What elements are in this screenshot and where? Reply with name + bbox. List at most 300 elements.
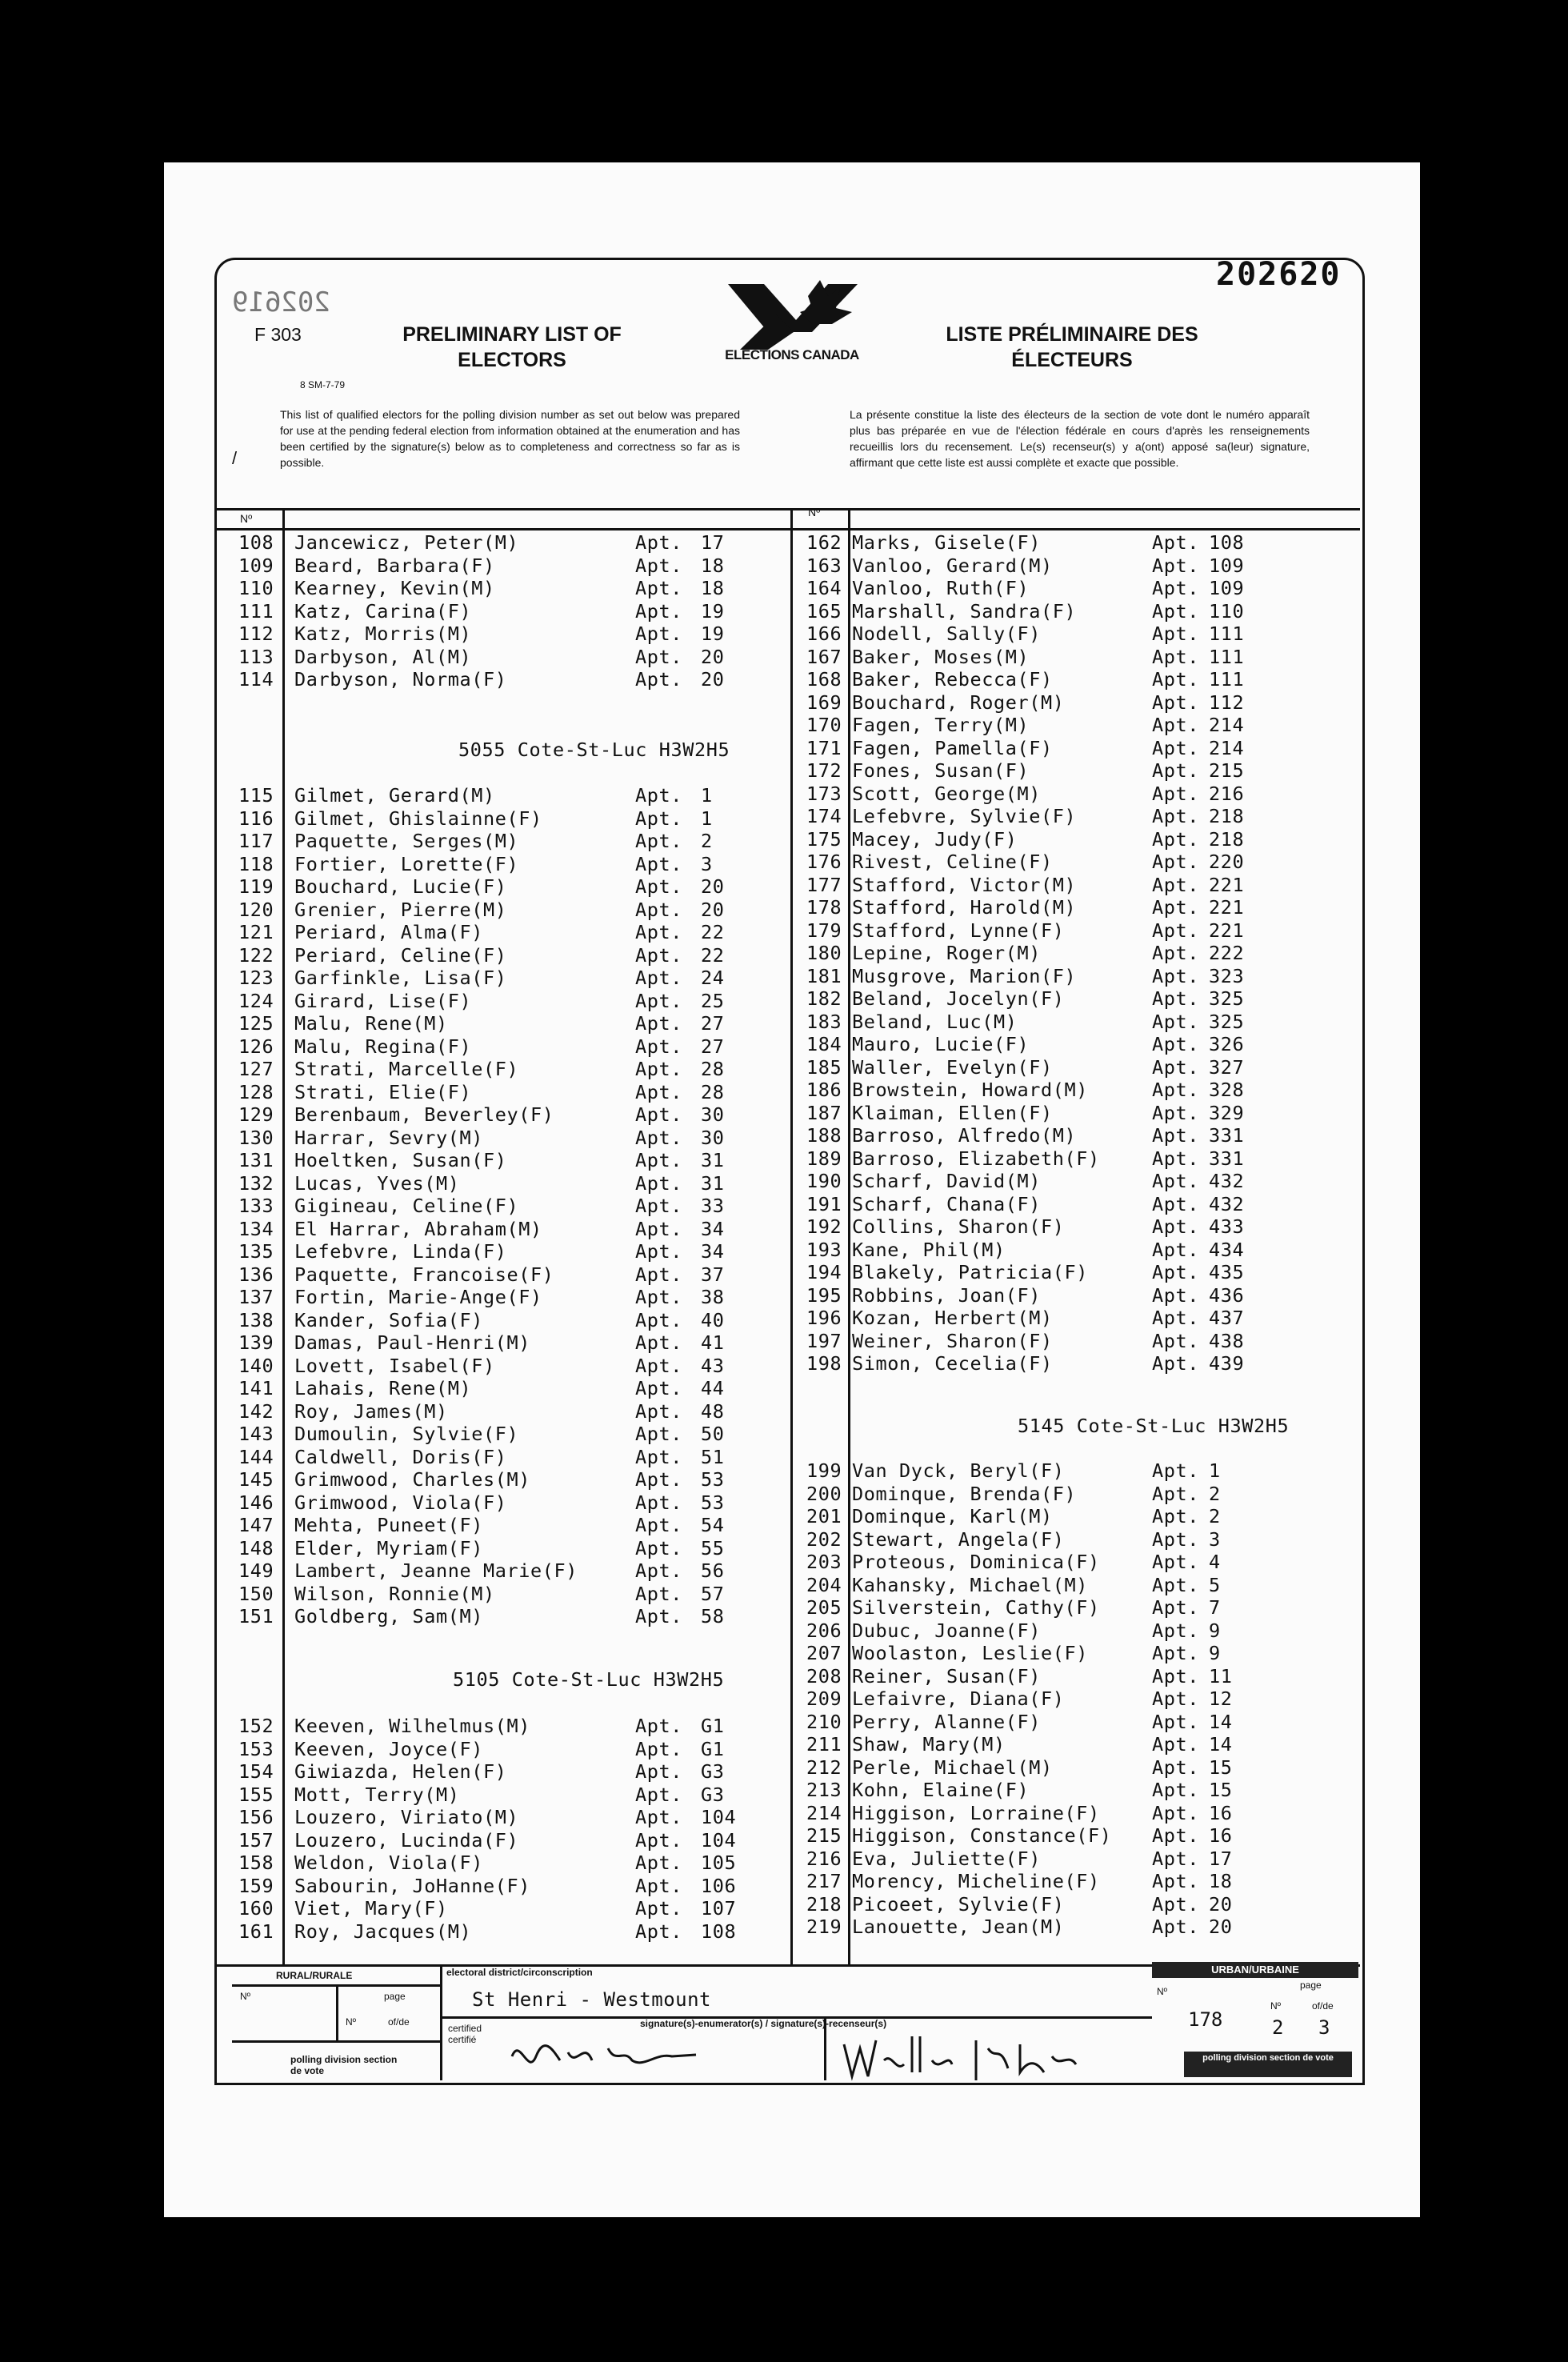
apartment-number: 221: [1209, 896, 1245, 919]
apartment-number: 48: [701, 1399, 725, 1423]
elector-name: Katz, Morris(M): [294, 623, 472, 645]
apartment-number: 7: [1209, 1596, 1221, 1619]
apartment-number: G1: [701, 1715, 725, 1737]
elector-number: 213: [806, 1779, 842, 1801]
urban-no-label: Nº: [1157, 1986, 1168, 1997]
elector-name: Stafford, Harold(M): [852, 896, 1077, 919]
apartment-label: Apt.: [635, 1286, 682, 1308]
elector-name: Paquette, Francoise(F): [294, 1263, 554, 1286]
apartment-number: 109: [1209, 577, 1245, 599]
apartment-number: 53: [701, 1491, 725, 1514]
elector-number: 173: [806, 782, 842, 805]
apartment-number: 216: [1209, 782, 1245, 805]
elector-number: 151: [238, 1605, 274, 1627]
urban-label: URBAN/URBAINE: [1152, 1962, 1358, 1978]
apartment-number: 435: [1209, 1261, 1245, 1283]
left-number-divider: [282, 508, 285, 1964]
elector-name: Mott, Terry(M): [294, 1783, 460, 1806]
apartment-number: 27: [701, 1035, 725, 1058]
elector-number: 159: [238, 1874, 274, 1897]
apartment-number: 41: [701, 1331, 725, 1354]
elector-name: Morency, Micheline(F): [852, 1870, 1100, 1892]
elector-name: Jancewicz, Peter(M): [294, 531, 519, 554]
elector-number: 141: [238, 1377, 274, 1399]
apartment-label: Apt.: [635, 623, 682, 645]
elector-number: 129: [238, 1103, 274, 1126]
apartment-number: 222: [1209, 942, 1245, 964]
apartment-number: 111: [1209, 645, 1245, 668]
apartment-label: Apt.: [635, 1605, 682, 1627]
apartment-label: Apt.: [1152, 531, 1199, 554]
elector-name: Damas, Paul-Henri(M): [294, 1331, 530, 1354]
apartment-number: 33: [701, 1195, 725, 1217]
apartment-number: 325: [1209, 1010, 1245, 1033]
apartment-number: 218: [1209, 805, 1245, 827]
elector-number: 135: [238, 1240, 274, 1263]
margin-mark: /: [232, 448, 238, 468]
apartment-label: Apt.: [1152, 1596, 1199, 1619]
elector-number: 180: [806, 942, 842, 964]
apartment-label: Apt.: [1152, 691, 1199, 714]
apartment-number: G1: [701, 1737, 725, 1760]
elector-name: Weiner, Sharon(F): [852, 1329, 1053, 1352]
apartment-label: Apt.: [635, 1217, 682, 1240]
elector-number: 183: [806, 1010, 842, 1033]
apartment-label: Apt.: [635, 554, 682, 577]
urban-polling-label: polling division section de vote: [1184, 2052, 1352, 2077]
urban-page-no-label: Nº: [1270, 2000, 1282, 2012]
elector-name: Lefebvre, Linda(F): [294, 1240, 507, 1263]
elector-name: Keeven, Joyce(F): [294, 1737, 483, 1760]
elector-name: Malu, Regina(F): [294, 1035, 472, 1058]
apartment-number: 58: [701, 1605, 725, 1627]
elector-number: 167: [806, 645, 842, 668]
elector-name: Caldwell, Doris(F): [294, 1445, 507, 1468]
elector-name: Blakely, Patricia(F): [852, 1261, 1088, 1283]
elector-number: 189: [806, 1147, 842, 1170]
apartment-label: Apt.: [1152, 1710, 1199, 1733]
apartment-label: Apt.: [1152, 1147, 1199, 1170]
apartment-label: Apt.: [1152, 1055, 1199, 1079]
apartment-label: Apt.: [1152, 599, 1199, 623]
apartment-label: Apt.: [635, 1354, 682, 1377]
apartment-label: Apt.: [1152, 805, 1199, 827]
elector-number: 199: [806, 1459, 842, 1482]
apartment-number: 43: [701, 1354, 725, 1377]
apartment-label: Apt.: [635, 1514, 682, 1536]
elector-number: 208: [806, 1664, 842, 1687]
apartment-number: 329: [1209, 1101, 1245, 1124]
apartment-number: 436: [1209, 1283, 1245, 1307]
rural-page-label: page: [384, 1991, 406, 2002]
apartment-number: 20: [1209, 1916, 1233, 1938]
x-maple-icon: [720, 276, 864, 356]
apartment-label: Apt.: [1152, 1755, 1199, 1779]
serial-number: 202620: [1216, 256, 1342, 293]
elector-name: Louzero, Viriato(M): [294, 1806, 519, 1828]
elector-name: Higgison, Lorraine(F): [852, 1801, 1100, 1824]
elector-number: 178: [806, 896, 842, 919]
elector-name: Lahais, Rene(M): [294, 1377, 472, 1399]
apartment-number: 221: [1209, 873, 1245, 896]
elector-number: 114: [238, 668, 274, 691]
apartment-number: 15: [1209, 1779, 1233, 1801]
enumerator-signature-2: [840, 2028, 1080, 2084]
apartment-label: Apt.: [1152, 1664, 1199, 1687]
elector-name: El Harrar, Abraham(M): [294, 1217, 542, 1240]
title-english: PRELIMINARY LIST OF ELECTORS: [402, 323, 622, 371]
apartment-label: Apt.: [1152, 554, 1199, 577]
apartment-number: 18: [1209, 1870, 1233, 1892]
apartment-number: 37: [701, 1263, 725, 1286]
apartment-number: 25: [701, 989, 725, 1012]
elector-name: Reiner, Susan(F): [852, 1664, 1041, 1687]
apartment-label: Apt.: [1152, 1307, 1199, 1329]
apartment-label: Apt.: [1152, 1215, 1199, 1238]
apartment-label: Apt.: [635, 1423, 682, 1445]
apartment-number: 111: [1209, 623, 1245, 645]
elector-number: 153: [238, 1737, 274, 1760]
elector-number: 132: [238, 1171, 274, 1195]
apartment-number: 4: [1209, 1551, 1221, 1573]
elector-number: 156: [238, 1806, 274, 1828]
apartment-label: Apt.: [635, 1806, 682, 1828]
apartment-number: 19: [701, 623, 725, 645]
apartment-label: Apt.: [1152, 1283, 1199, 1307]
elector-number: 219: [806, 1916, 842, 1938]
apartment-label: Apt.: [1152, 1505, 1199, 1527]
apartment-label: Apt.: [635, 852, 682, 875]
apartment-number: 18: [701, 577, 725, 599]
elector-name: Darbyson, Al(M): [294, 645, 472, 668]
elector-number: 204: [806, 1573, 842, 1596]
logo-wordmark: ELECTIONS CANADA: [725, 347, 859, 362]
apartment-number: 14: [1209, 1710, 1233, 1733]
apartment-label: Apt.: [1152, 1573, 1199, 1596]
elector-number: 157: [238, 1828, 274, 1852]
footer-divider-1: [440, 1964, 442, 2080]
rural-polling-label: polling division section de vote: [290, 2054, 398, 2076]
apartment-label: Apt.: [635, 1377, 682, 1399]
apartment-label: Apt.: [635, 875, 682, 898]
apartment-number: 20: [701, 645, 725, 668]
elector-name: Girard, Lise(F): [294, 989, 472, 1012]
elector-number: 158: [238, 1852, 274, 1874]
apartment-label: Apt.: [635, 1308, 682, 1331]
apartment-label: Apt.: [1152, 1527, 1199, 1551]
apartment-label: Apt.: [1152, 1033, 1199, 1055]
apartment-label: Apt.: [635, 1126, 682, 1149]
elector-number: 127: [238, 1058, 274, 1080]
apartment-number: 24: [701, 967, 725, 989]
rural-page-no-label: Nº: [346, 2016, 357, 2028]
apartment-number: 104: [701, 1828, 737, 1852]
apartment-label: Apt.: [635, 898, 682, 921]
apartment-number: 1: [701, 784, 713, 807]
elector-number: 161: [238, 1920, 274, 1943]
elector-name: Dubuc, Joanne(F): [852, 1619, 1041, 1642]
apartment-label: Apt.: [635, 1195, 682, 1217]
elector-number: 187: [806, 1101, 842, 1124]
elector-name: Kander, Sofia(F): [294, 1308, 483, 1331]
apartment-label: Apt.: [1152, 1079, 1199, 1101]
apartment-number: 328: [1209, 1079, 1245, 1101]
district-label: electoral district/circonscription: [446, 1967, 593, 1978]
elector-number: 166: [806, 623, 842, 645]
apartment-label: Apt.: [1152, 987, 1199, 1010]
elector-name: Marks, Gisele(F): [852, 531, 1041, 554]
apartment-number: 221: [1209, 919, 1245, 942]
apartment-number: 323: [1209, 964, 1245, 987]
elector-number: 186: [806, 1079, 842, 1101]
apartment-label: Apt.: [635, 1263, 682, 1286]
apartment-label: Apt.: [635, 807, 682, 830]
address-5055: 5055 Cote-St-Luc H3W2H5: [458, 739, 730, 761]
apartment-label: Apt.: [635, 1783, 682, 1806]
elector-name: Grenier, Pierre(M): [294, 898, 507, 921]
elector-name: Louzero, Lucinda(F): [294, 1828, 519, 1852]
apartment-number: 11: [1209, 1664, 1233, 1687]
elector-name: Nodell, Sally(F): [852, 623, 1041, 645]
apartment-number: 214: [1209, 736, 1245, 759]
apartment-number: 20: [701, 875, 725, 898]
signature-label: signature(s)-enumerator(s) / signature(s)-recenseur(s): [640, 2018, 887, 2029]
elector-name: Fagen, Terry(M): [852, 714, 1030, 736]
apartment-number: G3: [701, 1783, 725, 1806]
apartment-label: Apt.: [635, 1103, 682, 1126]
elector-number: 142: [238, 1399, 274, 1423]
apartment-label: Apt.: [635, 1897, 682, 1920]
elector-name: Keeven, Wilhelmus(M): [294, 1715, 530, 1737]
elector-name: Harrar, Sevry(M): [294, 1126, 483, 1149]
apartment-label: Apt.: [1152, 1170, 1199, 1192]
rural-bottom-rule: [232, 2040, 440, 2043]
apartment-label: Apt.: [635, 1468, 682, 1491]
column-divider: [790, 508, 793, 1964]
apartment-number: 27: [701, 1012, 725, 1035]
apartment-label: Apt.: [1152, 1261, 1199, 1283]
enumerator-signature-1: [504, 2032, 712, 2080]
elector-number: 193: [806, 1238, 842, 1261]
elector-number: 131: [238, 1149, 274, 1171]
apartment-number: 28: [701, 1080, 725, 1103]
apartment-label: Apt.: [635, 668, 682, 691]
apartment-number: 22: [701, 921, 725, 943]
elector-name: Wilson, Ronnie(M): [294, 1582, 495, 1605]
elector-number: 162: [806, 531, 842, 554]
apartment-label: Apt.: [635, 921, 682, 943]
elector-name: Gilmet, Gerard(M): [294, 784, 495, 807]
elector-number: 203: [806, 1551, 842, 1573]
elector-number: 174: [806, 805, 842, 827]
elector-number: 194: [806, 1261, 842, 1283]
apartment-number: 51: [701, 1445, 725, 1468]
elector-name: Proteous, Dominica(F): [852, 1551, 1100, 1573]
elector-name: Kohn, Elaine(F): [852, 1779, 1030, 1801]
rural-of-label: of/de: [388, 2016, 410, 2028]
apartment-number: 16: [1209, 1801, 1233, 1824]
apartment-number: 12: [1209, 1687, 1233, 1710]
elector-number: 160: [238, 1897, 274, 1920]
elector-number: 122: [238, 943, 274, 967]
elector-name: Beland, Jocelyn(F): [852, 987, 1065, 1010]
apartment-label: Apt.: [1152, 1870, 1199, 1892]
apartment-label: Apt.: [1152, 1619, 1199, 1642]
polling-number: 178: [1188, 2008, 1223, 2031]
elector-name: Stafford, Lynne(F): [852, 919, 1065, 942]
elector-number: 217: [806, 1870, 842, 1892]
elector-number: 206: [806, 1619, 842, 1642]
elector-number: 110: [238, 577, 274, 599]
apartment-number: G3: [701, 1760, 725, 1783]
elector-name: Elder, Myriam(F): [294, 1536, 483, 1559]
elector-number: 133: [238, 1195, 274, 1217]
elector-number: 196: [806, 1307, 842, 1329]
elector-number: 150: [238, 1582, 274, 1605]
apartment-number: 34: [701, 1217, 725, 1240]
apartment-label: Apt.: [1152, 919, 1199, 942]
elector-number: 125: [238, 1012, 274, 1035]
apartment-label: Apt.: [1152, 645, 1199, 668]
rural-label: RURAL/RURALE: [276, 1970, 353, 1981]
apartment-number: 1: [1209, 1459, 1221, 1482]
apartment-number: 3: [701, 852, 713, 875]
elector-name: Klaiman, Ellen(F): [852, 1101, 1053, 1124]
elector-number: 140: [238, 1354, 274, 1377]
elector-name: Fortier, Lorette(F): [294, 852, 519, 875]
elector-name: Marshall, Sandra(F): [852, 599, 1077, 623]
apartment-label: Apt.: [1152, 1779, 1199, 1801]
urban-page-label: page: [1300, 1980, 1322, 1991]
mirrored-serial: 202619: [232, 286, 330, 318]
elector-name: Viet, Mary(F): [294, 1897, 448, 1920]
apartment-label: Apt.: [635, 531, 682, 554]
elector-number: 207: [806, 1642, 842, 1664]
apartment-number: 110: [1209, 599, 1245, 623]
apartment-number: 20: [1209, 1892, 1233, 1916]
elector-name: Gilmet, Ghislainne(F): [294, 807, 542, 830]
elector-name: Baker, Rebecca(F): [852, 668, 1053, 691]
elector-name: Beland, Luc(M): [852, 1010, 1018, 1033]
apartment-number: 55: [701, 1536, 725, 1559]
apartment-number: 327: [1209, 1055, 1245, 1079]
apartment-label: Apt.: [1152, 1824, 1199, 1847]
apartment-label: Apt.: [635, 1737, 682, 1760]
apartment-label: Apt.: [1152, 1329, 1199, 1352]
elector-name: Picoeet, Sylvie(F): [852, 1892, 1065, 1916]
apartment-number: 20: [701, 898, 725, 921]
footer-divider-2: [336, 1984, 338, 2040]
elector-number: 152: [238, 1715, 274, 1737]
elector-name: Shaw, Mary(M): [852, 1733, 1006, 1755]
apartment-number: 438: [1209, 1329, 1245, 1352]
elector-name: Kearney, Kevin(M): [294, 577, 495, 599]
apartment-label: Apt.: [1152, 1847, 1199, 1870]
apartment-label: Apt.: [1152, 668, 1199, 691]
elector-number: 198: [806, 1352, 842, 1375]
apartment-number: 325: [1209, 987, 1245, 1010]
elector-name: Collins, Sharon(F): [852, 1215, 1065, 1238]
elector-number: 115: [238, 784, 274, 807]
right-number-divider: [848, 508, 850, 1964]
elector-number: 171: [806, 736, 842, 759]
elector-name: Periard, Alma(F): [294, 921, 483, 943]
apartment-number: 105: [701, 1852, 737, 1874]
elector-name: Kozan, Herbert(M): [852, 1307, 1053, 1329]
elector-name: Woolaston, Leslie(F): [852, 1642, 1088, 1664]
elector-number: 191: [806, 1192, 842, 1215]
elector-name: Lefebvre, Sylvie(F): [852, 805, 1077, 827]
elector-number: 214: [806, 1801, 842, 1824]
elector-name: Lovett, Isabel(F): [294, 1354, 495, 1377]
elector-number: 177: [806, 873, 842, 896]
elector-name: Darbyson, Norma(F): [294, 668, 507, 691]
elector-number: 182: [806, 987, 842, 1010]
apartment-number: 2: [1209, 1482, 1221, 1505]
elector-name: Lucas, Yves(M): [294, 1171, 460, 1195]
elector-number: 136: [238, 1263, 274, 1286]
elector-name: Waller, Evelyn(F): [852, 1055, 1053, 1079]
apartment-number: 107: [701, 1897, 737, 1920]
elector-number: 210: [806, 1710, 842, 1733]
elector-name: Dominque, Karl(M): [852, 1505, 1053, 1527]
elector-name: Simon, Cecelia(F): [852, 1352, 1053, 1375]
elector-number: 163: [806, 554, 842, 577]
elector-name: Strati, Elie(F): [294, 1080, 472, 1103]
elector-name: Lefaivre, Diana(F): [852, 1687, 1065, 1710]
apartment-number: 30: [701, 1126, 725, 1149]
certified-label: certified certifié: [448, 2023, 482, 2045]
elector-number: 118: [238, 852, 274, 875]
apartment-label: Apt.: [1152, 577, 1199, 599]
district-value: St Henri - Westmount: [472, 1988, 711, 2011]
elector-name: Robbins, Joan(F): [852, 1283, 1041, 1307]
apartment-number: 18: [701, 554, 725, 577]
apartment-label: Apt.: [635, 1445, 682, 1468]
elector-name: Malu, Rene(M): [294, 1012, 448, 1035]
elector-number: 172: [806, 759, 842, 782]
apartment-label: Apt.: [635, 1920, 682, 1943]
elector-number: 121: [238, 921, 274, 943]
elector-name: Grimwood, Charles(M): [294, 1468, 530, 1491]
elector-number: 124: [238, 989, 274, 1012]
apartment-label: Apt.: [635, 1058, 682, 1080]
elector-number: 108: [238, 531, 274, 554]
apartment-number: 112: [1209, 691, 1245, 714]
apartment-number: 19: [701, 599, 725, 623]
elector-name: Perry, Alanne(F): [852, 1710, 1041, 1733]
elector-name: Perle, Michael(M): [852, 1755, 1053, 1779]
elector-number: 218: [806, 1892, 842, 1916]
elector-number: 138: [238, 1308, 274, 1331]
apartment-number: 50: [701, 1423, 725, 1445]
apartment-number: 53: [701, 1468, 725, 1491]
apartment-number: 215: [1209, 759, 1245, 782]
elector-name: Paquette, Serges(M): [294, 830, 519, 852]
apartment-label: Apt.: [1152, 827, 1199, 851]
apartment-label: Apt.: [1152, 714, 1199, 736]
elector-number: 184: [806, 1033, 842, 1055]
apartment-number: 331: [1209, 1124, 1245, 1147]
page-total: 3: [1318, 2016, 1330, 2039]
apartment-number: 2: [1209, 1505, 1221, 1527]
elector-name: Eva, Juliette(F): [852, 1847, 1041, 1870]
elector-number: 128: [238, 1080, 274, 1103]
elector-name: Fortin, Marie-Ange(F): [294, 1286, 542, 1308]
apartment-label: Apt.: [1152, 759, 1199, 782]
elector-number: 149: [238, 1559, 274, 1582]
elector-name: Scott, George(M): [852, 782, 1041, 805]
